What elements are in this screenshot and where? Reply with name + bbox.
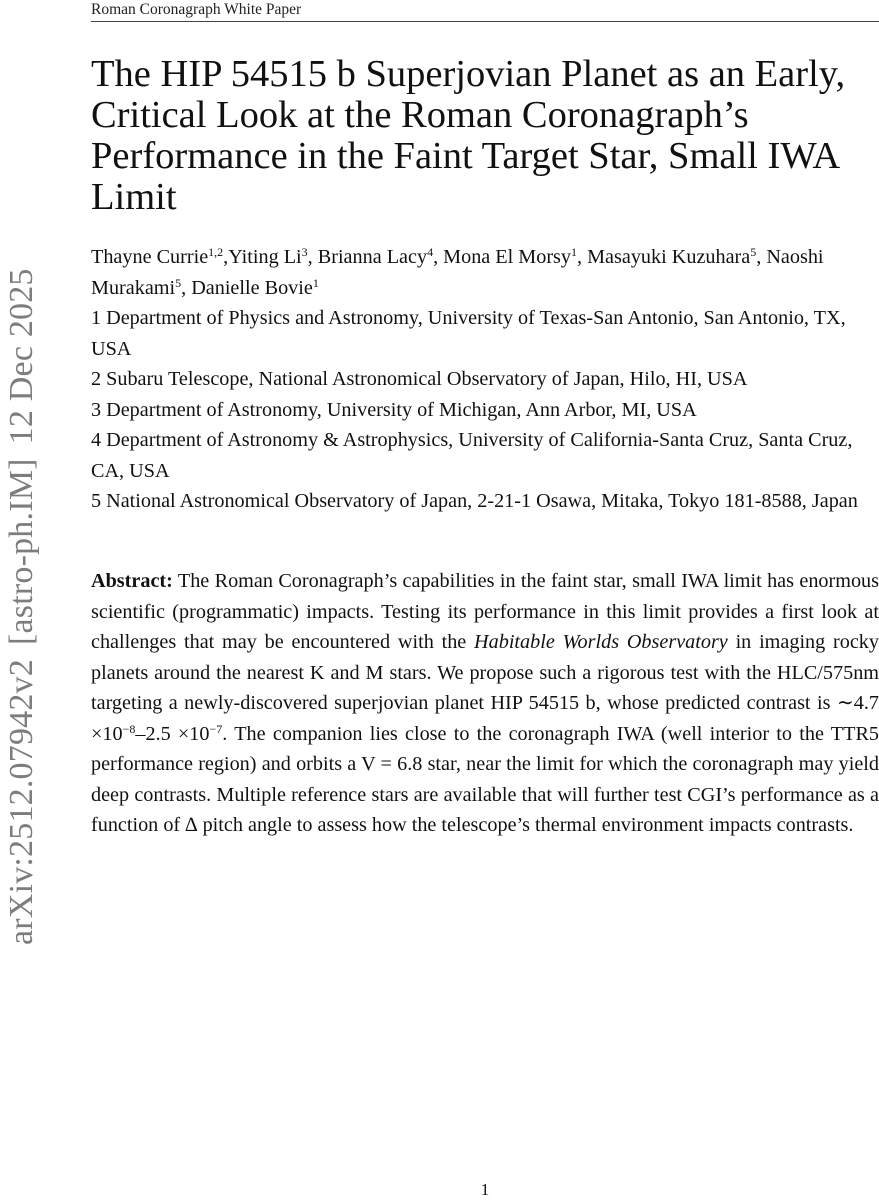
affiliation-mark: 1	[312, 275, 319, 290]
affiliation-mark: 1	[571, 245, 578, 259]
affiliation: 3 Department of Astronomy, University of Michigan, Ann Arbor, MI, USA	[91, 398, 697, 421]
affiliation: 4 Department of Astronomy & Astrophysics, University of California-Santa Cruz, Santa Cruz, CA, USA	[91, 429, 853, 482]
abstract-text: . The companion lies close to the coronagraph IWA (well interior to the TTR5 performance region) and orbits a V = 6.8 star, near the limit for which the coronagraph may yield deep contrasts. Multiple reference stars are available that will further test CGI’s performance as a function of ∆ pitch angle to assess how the telescope’s thermal environment impacts contrasts.	[91, 722, 879, 836]
header-rule	[91, 21, 879, 22]
author: Thayne Currie	[91, 246, 209, 268]
abstract-label: Abstract:	[91, 570, 173, 592]
author: Naoshi Murakami	[91, 246, 824, 299]
author: Danielle Bovie	[191, 276, 313, 299]
author-list: Thayne Currie$^{1,2}$,Yiting Li$^3$, Brianna Lacy$^4$, Mona El Morsy$^1$, Masayuki Kuzuhara$^5$, Naoshi Murakami$^5$, Danielle Bovie$^1$	[91, 245, 824, 299]
running-head: Roman Coronagraph White Paper	[91, 1, 302, 18]
exponent: −7	[209, 721, 223, 736]
exponent: −8	[122, 721, 136, 736]
affiliation-mark: 1,2	[208, 245, 224, 259]
affiliation: 1 Department of Physics and Astronomy, University of Texas-San Antonio, San Antonio, TX, USA	[91, 307, 846, 360]
author: Mona El Morsy	[443, 246, 572, 268]
abstract	[91, 566, 879, 841]
author: Yiting Li	[228, 246, 302, 268]
author: Masayuki Kuzuhara	[587, 246, 751, 268]
affiliation-mark: 3	[301, 245, 308, 259]
abstract-text: in imaging rocky planets around the nearest K and M stars. We propose such a rigorous test with the HLC/575nm targeting a newly-discovered superjovian planet HIP 54515 b, whose predicted contrast is ∼4.7 ×10	[91, 631, 879, 745]
author: Brianna Lacy	[317, 246, 428, 268]
paper-title: The HIP 54515 b Superjovian Planet as an Early, Critical Look at the Roman Coronagraph’s Performance in the Faint Target Star, Small IWA Limit	[91, 53, 846, 218]
abstract-text: –2.5 ×10	[135, 722, 210, 745]
abstract-italic-term: Habitable Worlds Observatory	[474, 631, 728, 653]
arxiv-date: 12 Dec 2025	[3, 268, 40, 445]
author-block	[91, 242, 879, 517]
page-number: 1	[480, 1180, 490, 1199]
affiliation: 5 National Astronomical Observatory of Japan, 2-21-1 Osawa, Mitaka, Tokyo 181-8588, Japan	[91, 490, 858, 512]
arxiv-category: [astro-ph.IM]	[3, 458, 40, 646]
arxiv-id[interactable]: arXiv:2512.07942v2	[3, 659, 40, 945]
affiliation-mark: 5	[750, 245, 757, 259]
affiliation: 2 Subaru Telescope, National Astronomical Observatory of Japan, Hilo, HI, USA	[91, 368, 748, 390]
affiliation-mark: 5	[175, 275, 182, 290]
affiliation-mark: 4	[427, 245, 434, 259]
arxiv-stamp	[5, 254, 39, 945]
abstract-text: The Roman Coronagraph’s capabilities in the faint star, small IWA limit has enormous scientific (programmatic) impacts. Testing its performance in this limit provides a first look at challenges that may be encountered with the	[91, 570, 879, 653]
